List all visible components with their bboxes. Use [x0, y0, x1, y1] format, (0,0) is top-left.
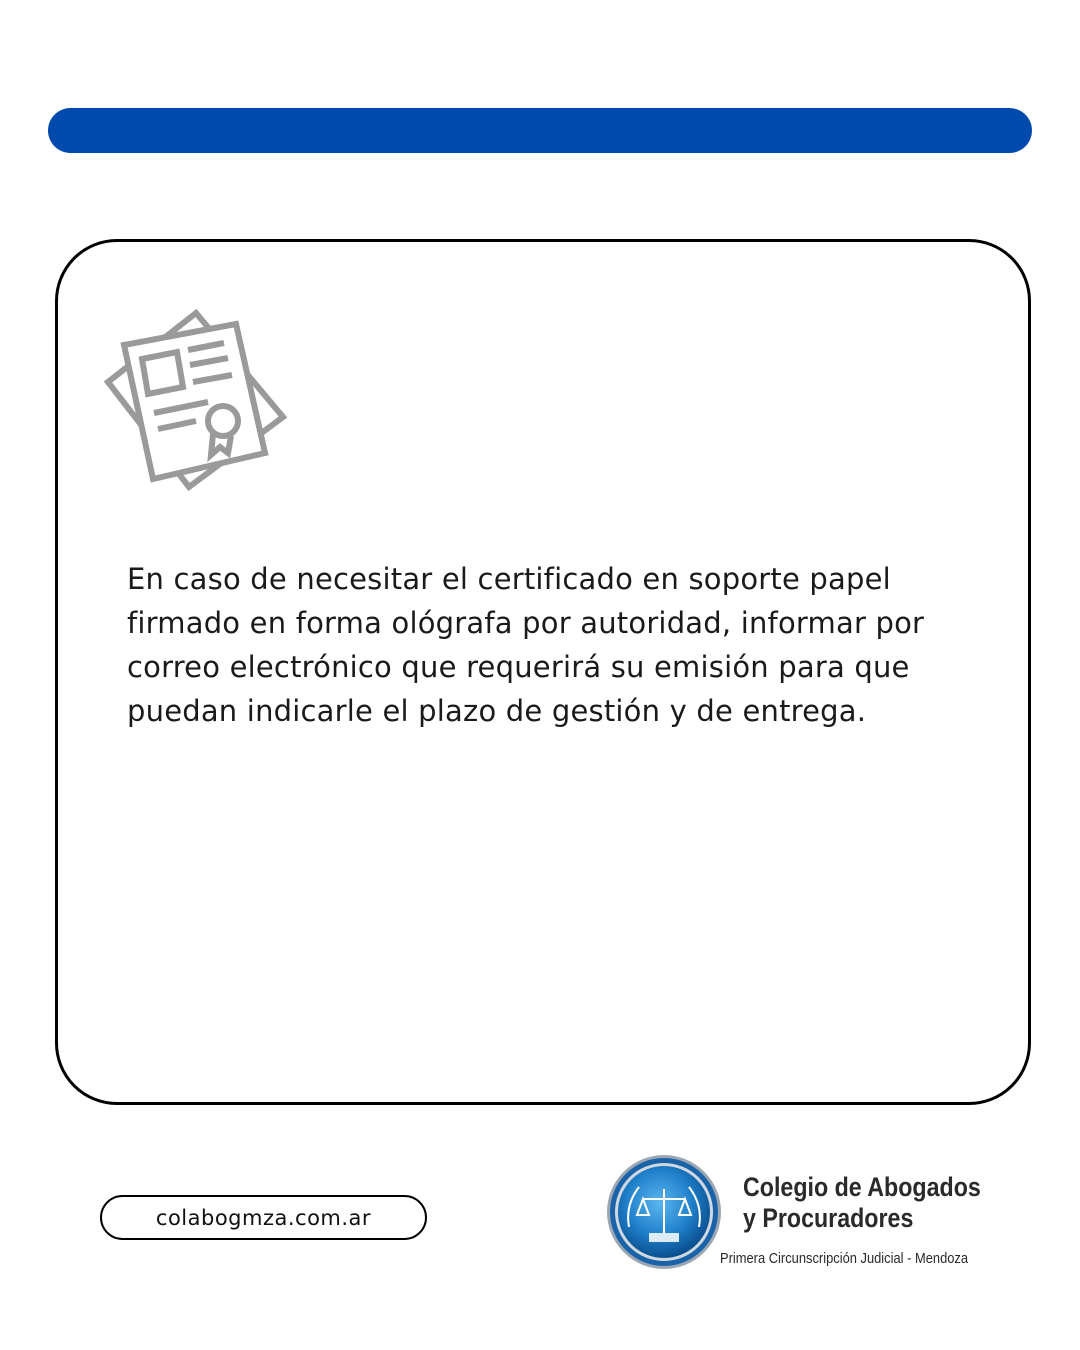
scales-of-justice-seal-icon [605, 1153, 723, 1271]
organization-subtitle: Primera Circunscripción Judicial - Mendoza [720, 1250, 969, 1267]
certificate-icon [100, 305, 295, 500]
organization-name [743, 1172, 981, 1234]
website-link[interactable]: colabogmza.com.ar [100, 1195, 427, 1240]
organization-name-line2: y Procuradores [743, 1203, 914, 1233]
top-banner-bar [48, 108, 1032, 153]
organization-name-line1: Colegio de Abogados [743, 1172, 981, 1202]
info-text: En caso de necesitar el certificado en soporte papel firmado en forma ológrafa por autoridad, informar por correo electrónico que requerirá su emisión para que puedan indicarle el plazo de gestión y de entrega. [127, 562, 925, 728]
